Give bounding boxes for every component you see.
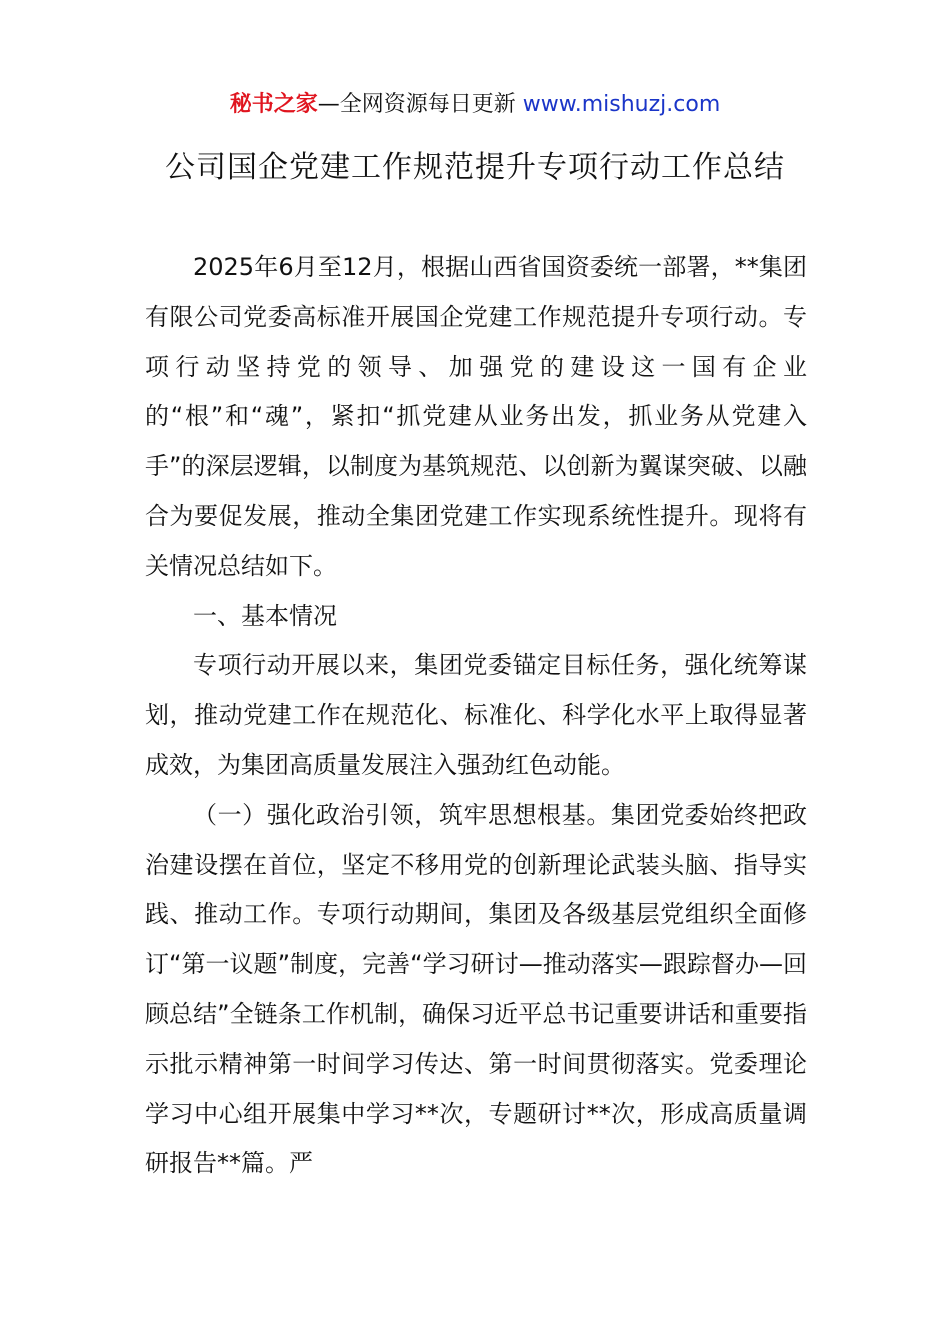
- site-url-link[interactable]: www.mishuzj.com: [522, 92, 721, 117]
- paragraph-intro: 2025年6月至12月，根据山西省国资委统一部署，**集团有限公司党委高标准开展国企党建工作规范提升专项行动。专项行动坚持党的领导、加强党的建设这一国有企业的“根”和“魂”，紧扣“抓党建从业务出发，抓业务从党建入手”的深层逻辑，以制度为基筑规范、以创新为翼谋突破、以融合为要促发展，推动全集团党建工作实现系统性提升。现将有关情况总结如下。: [145, 253, 807, 580]
- section-heading-basic: 一、基本情况: [193, 601, 337, 630]
- paragraph-political-leadership: （一）强化政治引领，筑牢思想根基。集团党委始终把政治建设摆在首位，坚定不移用党的创新理论武装头脑、指导实践、推动工作。专项行动期间，集团及各级基层党组织全面修订“第一议题”制度，完善“学习研讨—推动落实—跟踪督办—回顾总结”全链条工作机制，确保习近平总书记重要讲话和重要指示批示精神第一时间学习传达、第一时间贯彻落实。党委理论学习中心组开展集中学习**次，专题研讨**次，形成高质量调研报告**篇。严: [145, 800, 807, 1178]
- document-body: [145, 243, 807, 1189]
- paragraph-overview: 专项行动开展以来，集团党委锚定目标任务，强化统筹谋划，推动党建工作在规范化、标准化、科学化水平上取得显著成效，为集团高质量发展注入强劲红色动能。: [145, 651, 807, 779]
- document-title: 公司国企党建工作规范提升专项行动工作总结: [165, 150, 785, 185]
- site-brand: 秘书之家: [229, 92, 318, 117]
- site-tagline: —全网资源每日更新: [317, 92, 523, 117]
- site-header: [0, 88, 950, 122]
